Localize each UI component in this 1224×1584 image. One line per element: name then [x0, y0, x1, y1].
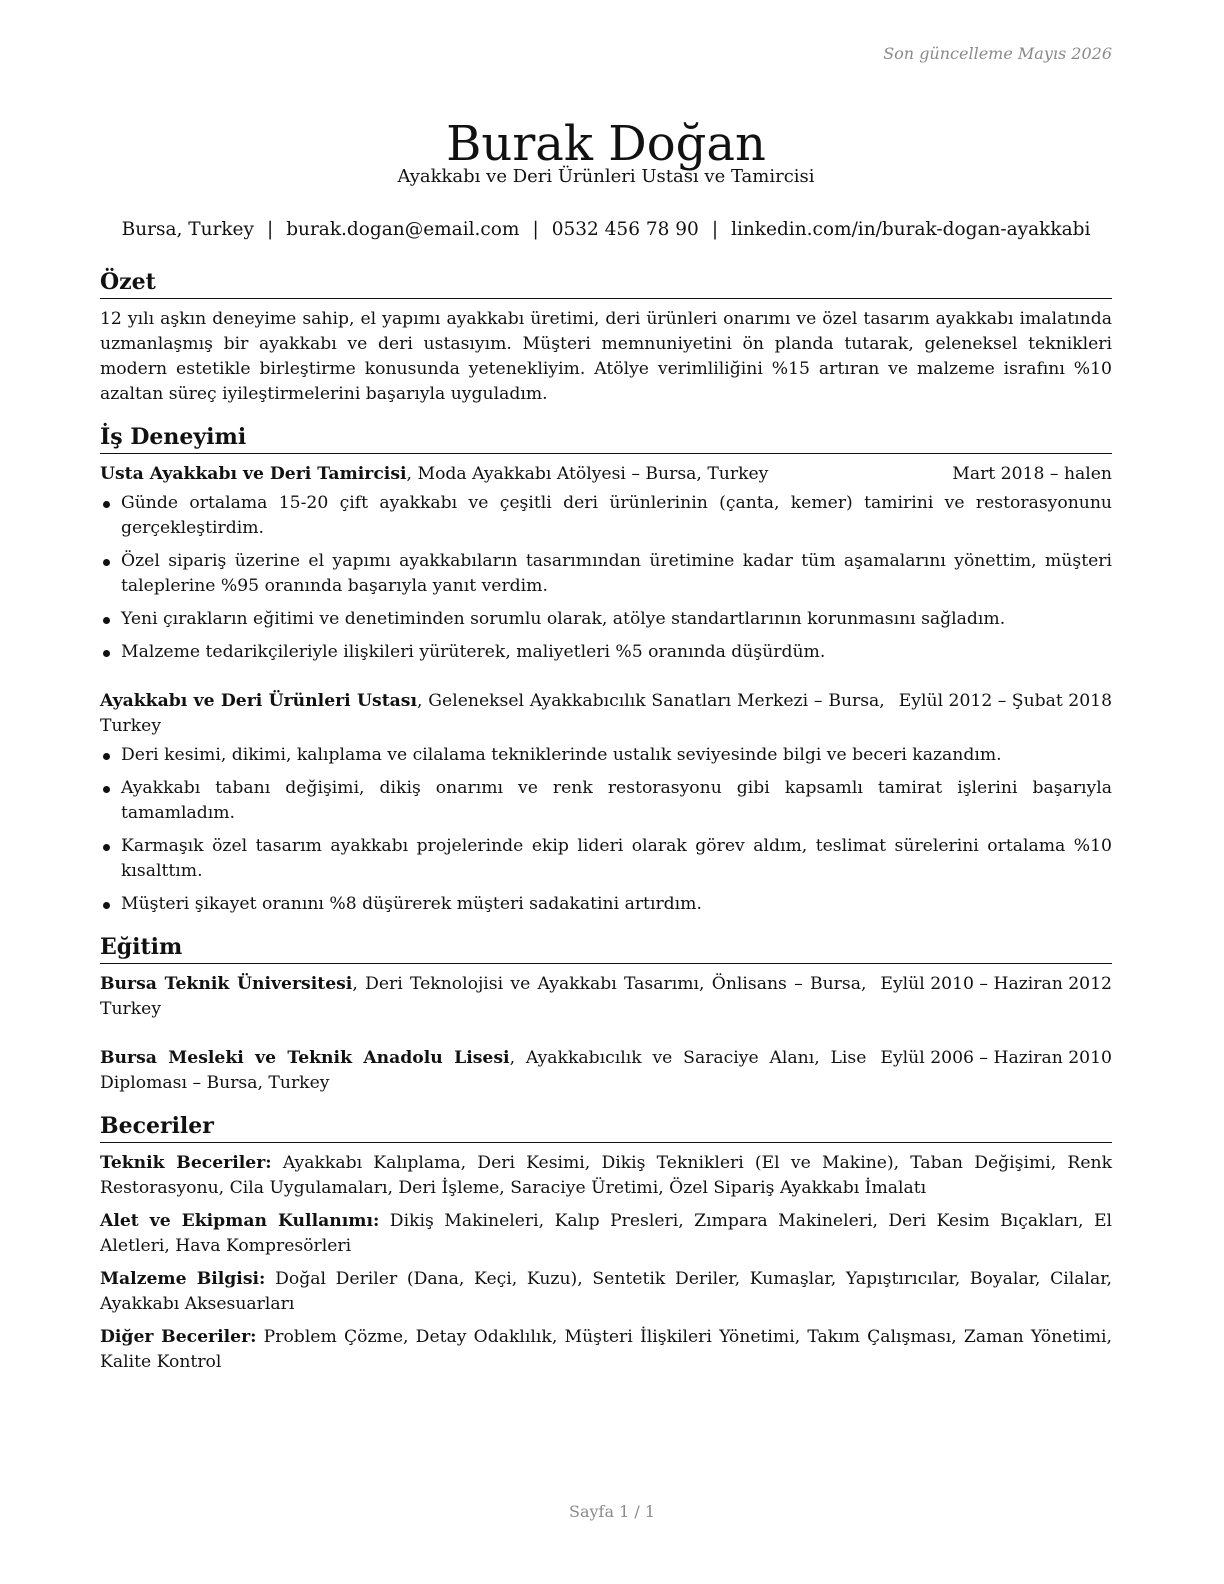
- skill-text: Problem Çözme, Detay Odaklılık, Müşteri İlişkileri Yönetimi, Takım Çalışması, Zaman Yönetimi, Kalite Kontrol: [100, 1327, 1112, 1372]
- skill-text: Doğal Deriler (Dana, Keçi, Kuzu), Sentetik Deriler, Kumaşlar, Yapıştırıcılar, Boyalar, Cilalar, Ayakkabı Aksesuarları: [100, 1269, 1112, 1314]
- job-bullet: Malzeme tedarikçileriyle ilişkileri yürüterek, maliyetleri %5 oranında düşürdüm.: [100, 640, 1112, 665]
- skill-text: Dikiş Makineleri, Kalıp Presleri, Zımpara Makineleri, Deri Kesim Bıçakları, El Aletleri, Hava Kompresörleri: [100, 1211, 1112, 1256]
- job-bullet: Günde ortalama 15-20 çift ayakkabı ve çeşitli deri ürünlerinin (çanta, kemer) tamirini ve restorasyonunu gerçekleştirdim.: [100, 491, 1112, 541]
- skill-label: Malzeme Bilgisi:: [100, 1269, 266, 1289]
- page-number: Sayfa 1 / 1: [568, 1502, 655, 1521]
- job-entry: [100, 462, 1112, 665]
- job-role: Usta Ayakkabı ve Deri Tamircisi: [100, 464, 407, 484]
- skill-label: Diğer Beceriler:: [100, 1327, 257, 1347]
- education-section: [100, 933, 1112, 1096]
- skills-heading: Beceriler: [100, 1112, 1112, 1143]
- contact-linkedin[interactable]: linkedin.com/in/burak-dogan-ayakkabi: [731, 219, 1091, 240]
- experience-heading: İş Deneyimi: [100, 423, 1112, 454]
- summary-section: [100, 268, 1112, 407]
- skill-group: [100, 1267, 1112, 1317]
- job-role-org: [100, 462, 938, 487]
- job-bullet: Özel sipariş üzerine el yapımı ayakkabıların tasarımından üretimine kadar tüm aşamalarını yönettim, müşteri taleplerine %95 oranında başarıyla yanıt verdim.: [100, 549, 1112, 599]
- skill-group: [100, 1151, 1112, 1201]
- job-dates: Eylül 2012 – Şubat 2018: [898, 691, 1112, 711]
- job-bullet: Karmaşık özel tasarım ayakkabı projelerinde ekip lideri olarak görev aldım, teslimat sürelerini ortalama %10 kısalttım.: [100, 834, 1112, 884]
- contact-email[interactable]: burak.dogan@email.com: [286, 219, 520, 240]
- education-school: Bursa Mesleki ve Teknik Anadolu Lisesi: [100, 1048, 510, 1068]
- education-heading: Eğitim: [100, 933, 1112, 964]
- education-entry: [100, 972, 1112, 1022]
- contact-location: Bursa, Turkey: [121, 219, 254, 240]
- summary-text: 12 yılı aşkın deneyime sahip, el yapımı ayakkabı üretimi, deri ürünleri onarımı ve özel tasarım ayakkabı imalatında uzmanlaşmış bir ayakkabı ve deri ustasıyım. Müşteri memnuniyetini ön planda tutarak, geleneksel teknikleri modern estetikle birleştirme konusunda yetenekliyim. Atölye verimliliğini %15 artıran ve malzeme israfını %10 azaltan süreç iyileştirmelerini başarıyla uyguladım.: [100, 309, 1112, 404]
- job-entry: [100, 689, 1112, 917]
- education-school-detail: [100, 972, 866, 1022]
- job-bullet: Deri kesimi, dikimi, kalıplama ve cilalama tekniklerinde ustalık seviyesinde bilgi ve beceri kazandım.: [100, 743, 1112, 768]
- job-header: [100, 689, 1112, 739]
- job-header: [100, 462, 1112, 487]
- contact-separator: |: [711, 219, 719, 240]
- candidate-name: Burak Doğan: [446, 116, 766, 173]
- education-detail: , Ayakkabıcılık ve Saraciye Alanı, Lise Diploması – Bursa, Turkey: [100, 1048, 867, 1093]
- contact-line: [100, 219, 1112, 240]
- skill-label: Teknik Beceriler:: [100, 1153, 272, 1173]
- education-dates: Eylül 2010 – Haziran 2012: [880, 974, 1112, 994]
- experience-section: [100, 423, 1112, 917]
- skills-section: [100, 1112, 1112, 1375]
- job-role: Ayakkabı ve Deri Ürünleri Ustası: [100, 691, 418, 711]
- education-entry: [100, 1046, 1112, 1096]
- skill-label: Alet ve Ekipman Kullanımı:: [100, 1211, 380, 1231]
- resume-page: [100, 0, 1112, 1584]
- job-dates: Mart 2018 – halen: [952, 464, 1112, 484]
- job-bullet: Müşteri şikayet oranını %8 düşürerek müşteri sadakatini artırdım.: [100, 892, 1112, 917]
- candidate-title: Ayakkabı ve Deri Ürünleri Ustası ve Tamircisi: [397, 166, 815, 187]
- skill-group: [100, 1209, 1112, 1259]
- education-school-detail: [100, 1046, 866, 1096]
- skill-group: [100, 1325, 1112, 1375]
- resume-content: [100, 268, 1112, 1391]
- education-header: [100, 1046, 1112, 1096]
- job-org: , Geleneksel Ayakkabıcılık Sanatları Merkezi – Bursa, Turkey: [100, 691, 885, 736]
- summary-heading: Özet: [100, 268, 1112, 299]
- education-detail: , Deri Teknolojisi ve Ayakkabı Tasarımı, Önlisans – Bursa, Turkey: [100, 974, 867, 1019]
- job-role-org: [100, 689, 885, 739]
- job-bullets: [100, 491, 1112, 665]
- education-header: [100, 972, 1112, 1022]
- education-school: Bursa Teknik Üniversitesi: [100, 974, 353, 994]
- job-bullet: Yeni çırakların eğitimi ve denetiminden sorumlu olarak, atölye standartlarının korunmasını sağladım.: [100, 607, 1112, 632]
- education-dates: Eylül 2006 – Haziran 2010: [880, 1048, 1112, 1068]
- contact-separator: |: [266, 219, 274, 240]
- contact-phone: 0532 456 78 90: [551, 219, 699, 240]
- job-bullet: Ayakkabı tabanı değişimi, dikiş onarımı ve renk restorasyonu gibi kapsamlı tamirat işlerini başarıyla tamamladım.: [100, 776, 1112, 826]
- skill-text: Ayakkabı Kalıplama, Deri Kesimi, Dikiş Teknikleri (El ve Makine), Taban Değişimi, Renk Restorasyonu, Cila Uygulamaları, Deri İşleme, Saraciye Üretimi, Özel Sipariş Ayakkabı İmalatı: [100, 1153, 1113, 1198]
- job-org: , Moda Ayakkabı Atölyesi – Bursa, Turkey: [406, 464, 769, 484]
- job-bullets: [100, 743, 1112, 917]
- last-updated: Son güncelleme Mayıs 2026: [883, 44, 1112, 63]
- contact-separator: |: [532, 219, 539, 240]
